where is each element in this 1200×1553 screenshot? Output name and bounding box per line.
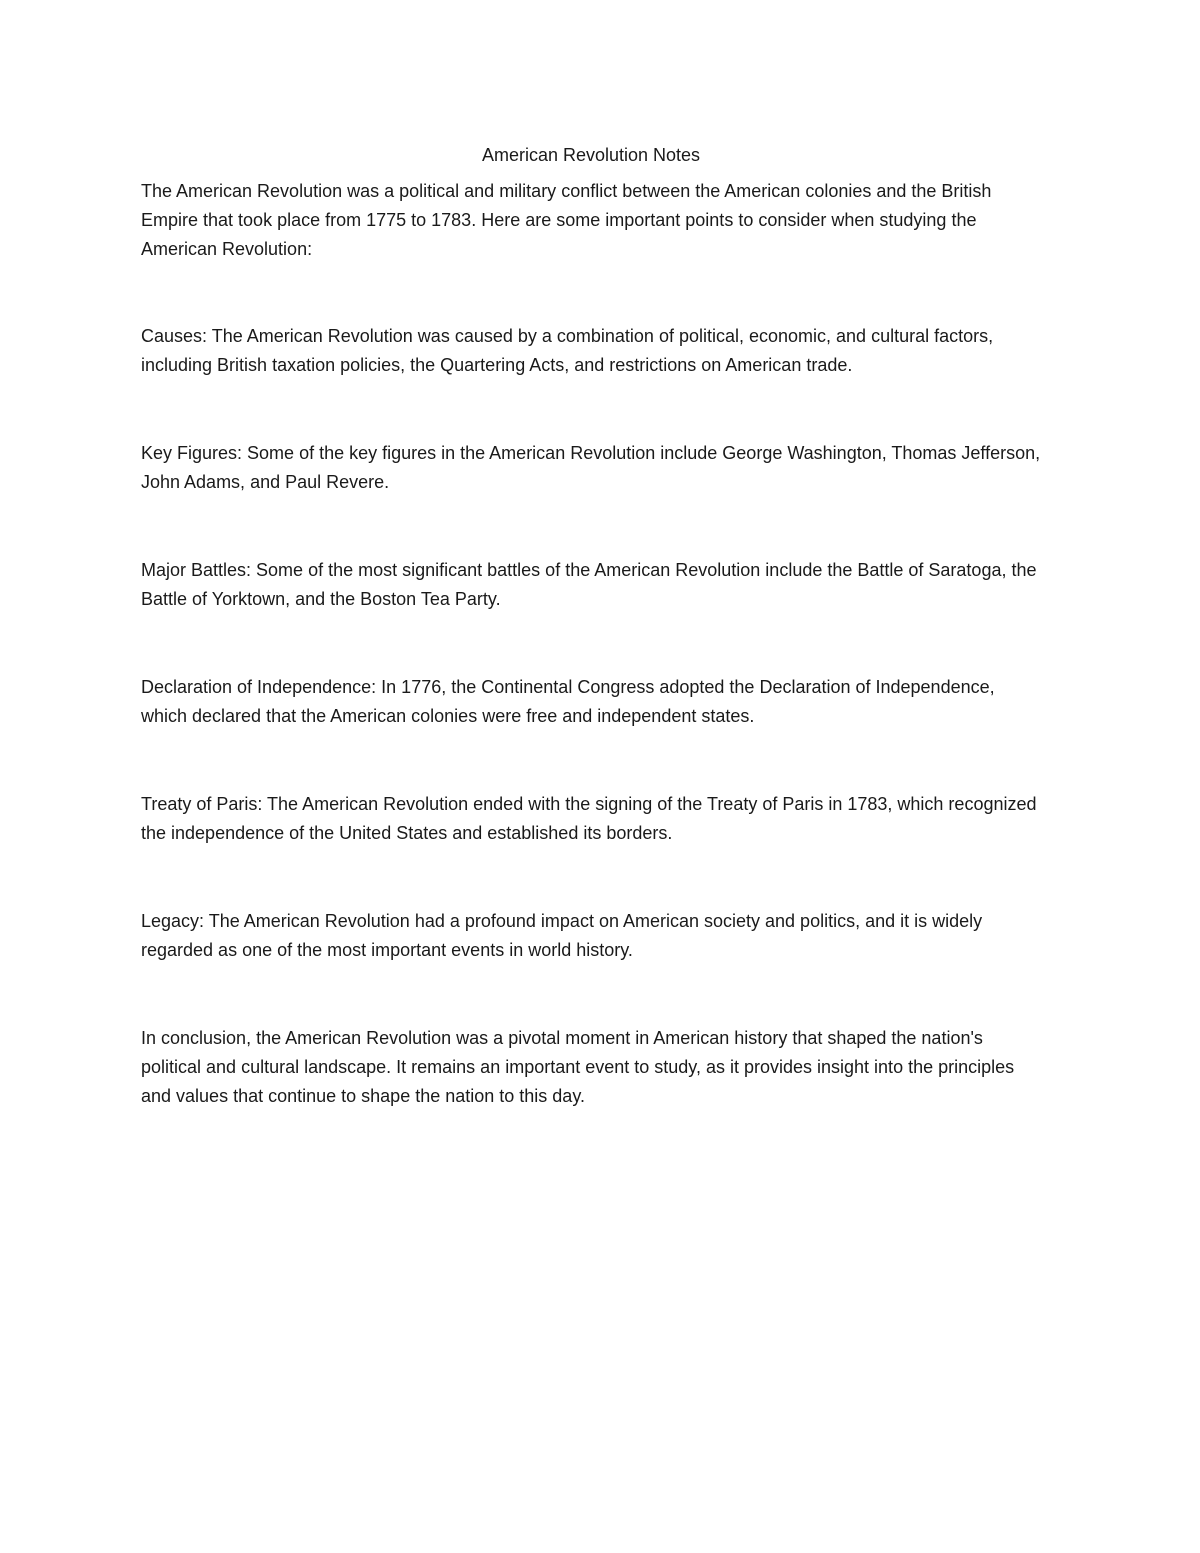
paragraph-spacer [141, 614, 1041, 673]
paragraph-spacer [141, 731, 1041, 790]
paragraph-spacer [141, 965, 1041, 1024]
document-title: American Revolution Notes [481, 145, 701, 165]
paragraph-spacer [141, 848, 1041, 907]
paragraph-spacer [141, 264, 1041, 322]
paragraph-spacer [141, 497, 1041, 556]
key-figures-paragraph: Key Figures: Some of the key figures in the American Revolution include George Washington, Thomas Jefferson, John Adams, and Paul Revere. [141, 443, 1041, 492]
treaty-paragraph: Treaty of Paris: The American Revolution ended with the signing of the Treaty of Paris in 1783, which recognized the independence of the United States and established its borders. [141, 794, 1037, 843]
causes-paragraph: Causes: The American Revolution was caused by a combination of political, economic, and cultural factors, including British taxation policies, the Quartering Acts, and restrictions on American trade. [141, 326, 994, 375]
declaration-paragraph: Declaration of Independence: In 1776, the Continental Congress adopted the Declaration of Independence, which declared that the American colonies were free and independent states. [141, 677, 995, 726]
intro-paragraph: The American Revolution was a political and military conflict between the American colonies and the British Empire that took place from 1775 to 1783. Here are some important points to consider when studying the American Revolution: [141, 181, 992, 259]
major-battles-paragraph: Major Battles: Some of the most significant battles of the American Revolution include the Battle of Saratoga, the Battle of Yorktown, and the Boston Tea Party. [141, 560, 1037, 609]
paragraph-spacer [141, 380, 1041, 439]
conclusion-paragraph: In conclusion, the American Revolution was a pivotal moment in American history that shaped the nation's political and cultural landscape. It remains an important event to study, as it provides insight into the principles and values that continue to shape the nation to this day. [141, 1028, 1015, 1106]
document-body [141, 141, 1041, 1111]
legacy-paragraph: Legacy: The American Revolution had a profound impact on American society and politics, and it is widely regarded as one of the most important events in world history. [141, 911, 983, 960]
